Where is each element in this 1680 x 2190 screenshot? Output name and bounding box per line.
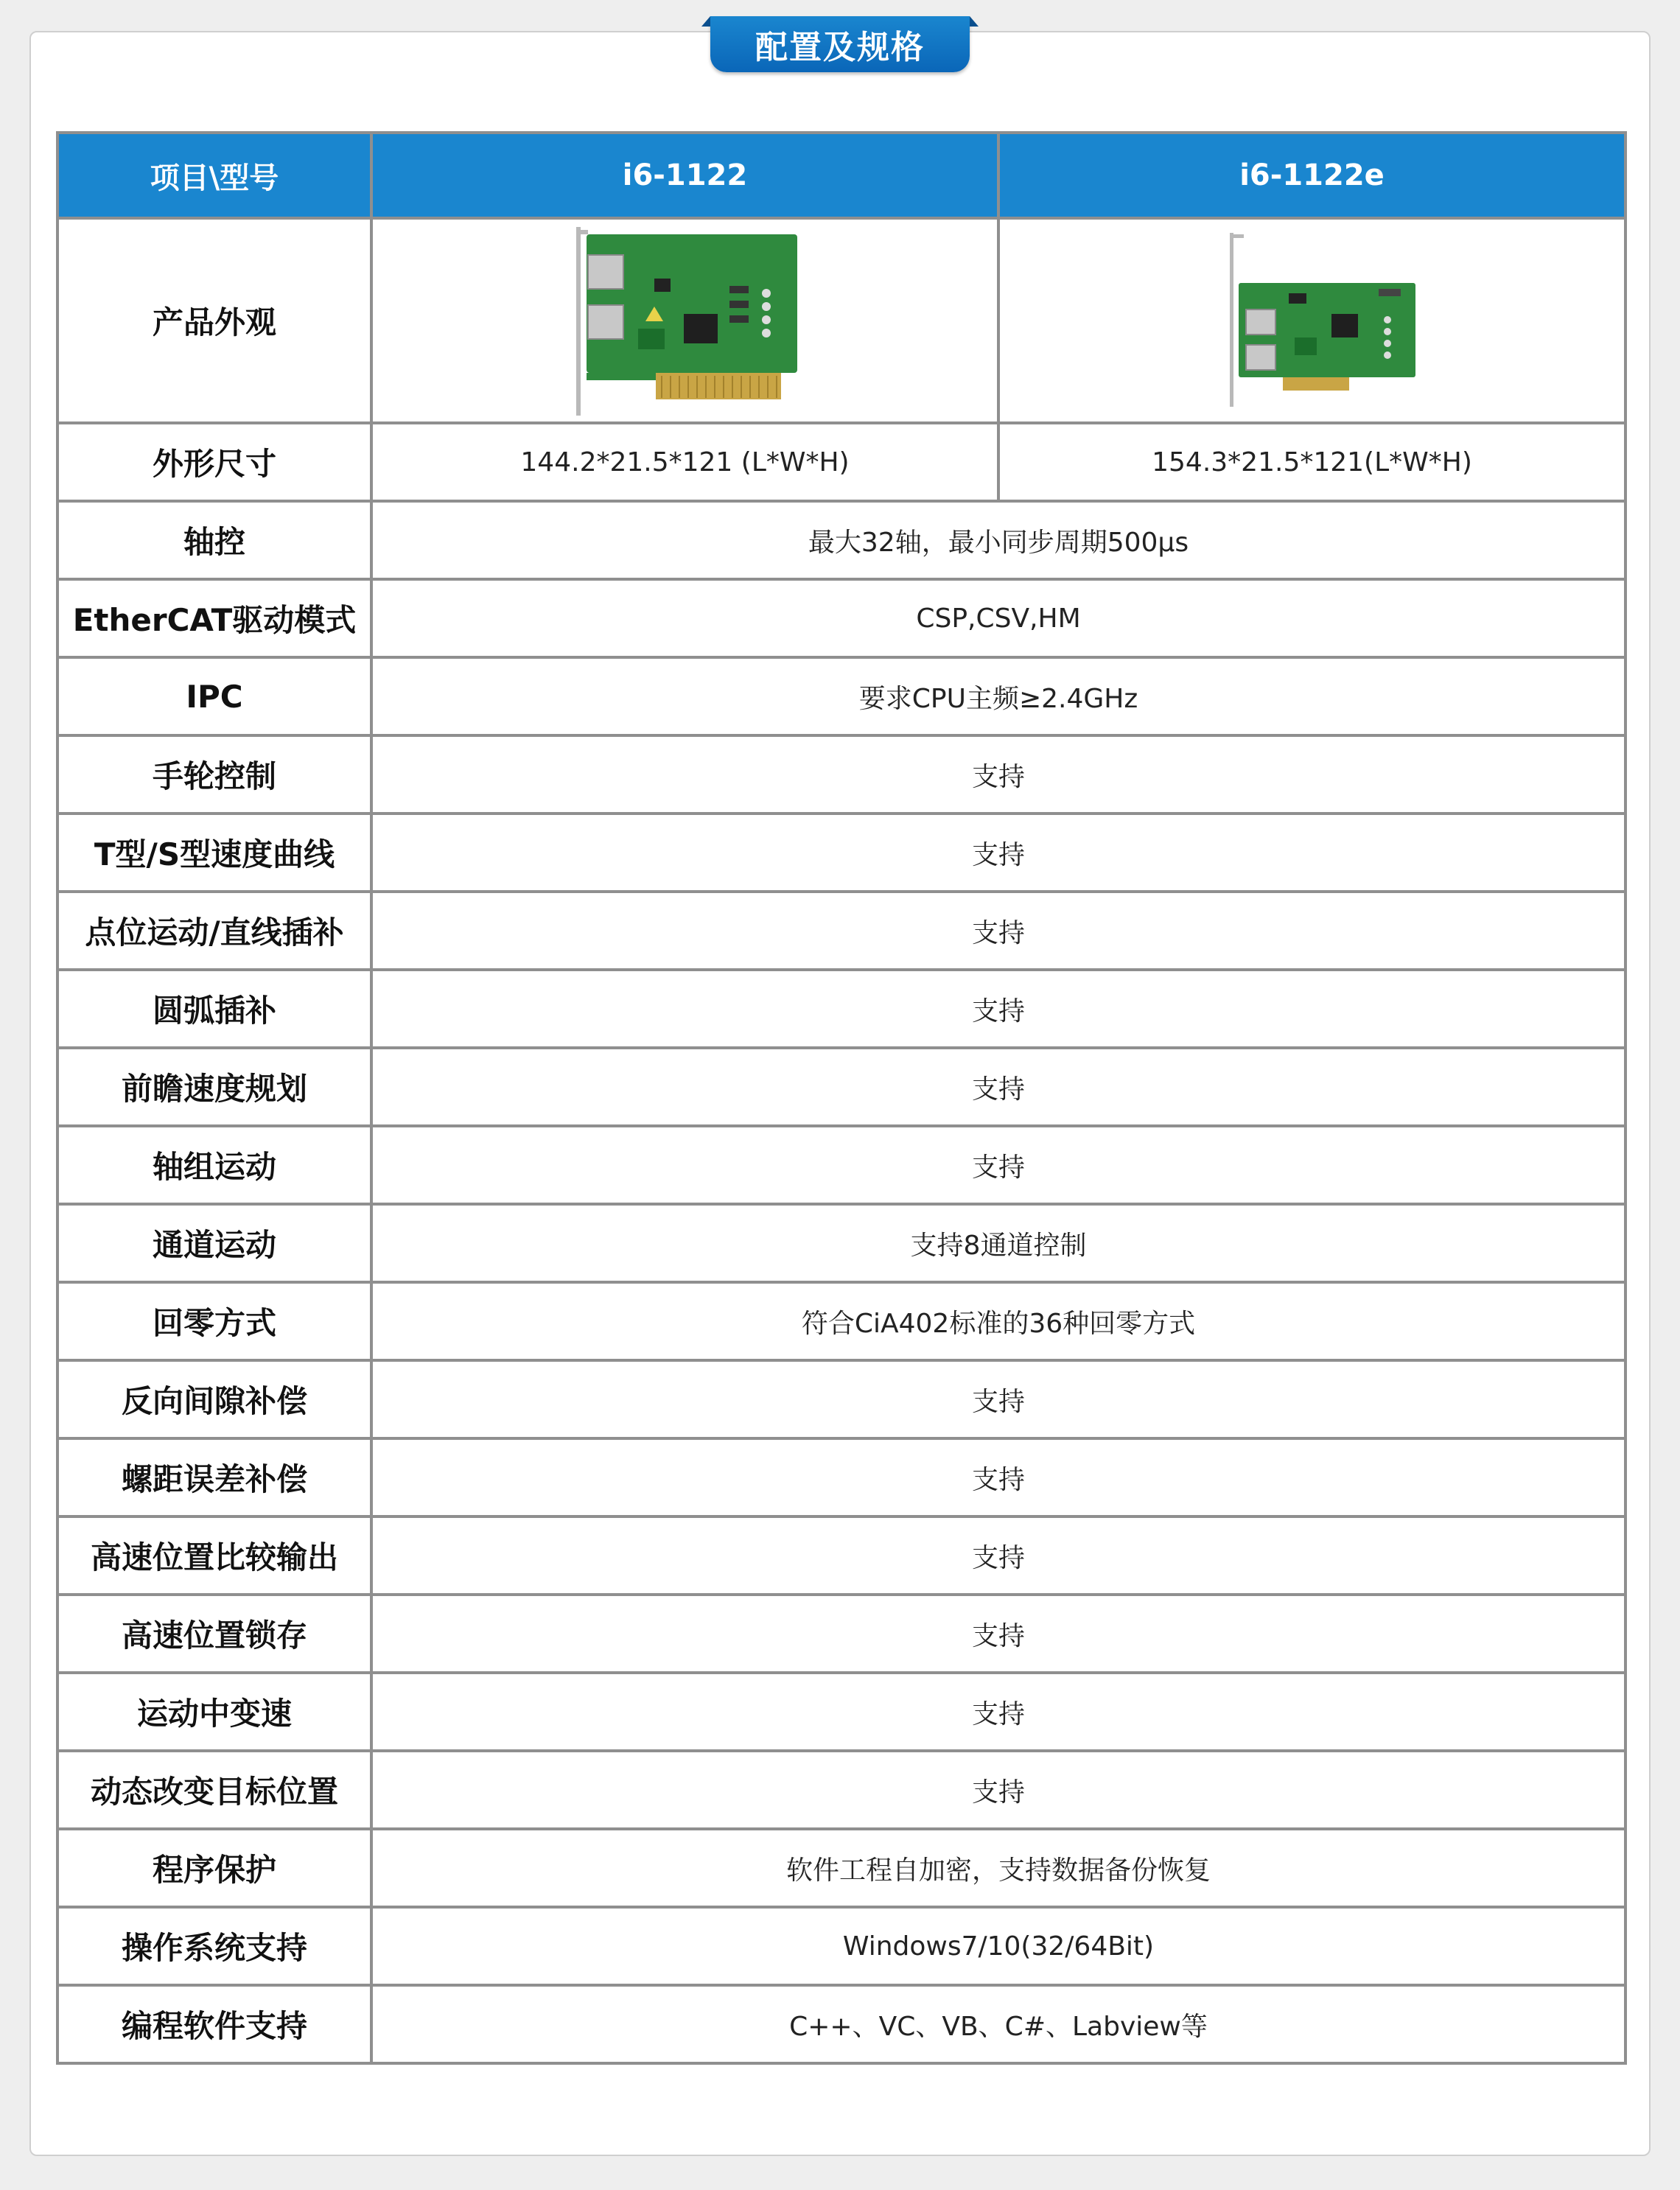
row-value: 支持: [371, 1751, 1625, 1829]
table-row: [57, 1985, 1625, 2063]
row-label: 动态改变目标位置: [57, 1751, 371, 1829]
header-model-a: i6-1122: [371, 133, 998, 218]
table-row: [57, 1360, 1625, 1438]
row-label: 程序保护: [57, 1829, 371, 1907]
table-row: [57, 970, 1625, 1048]
table-row: [57, 1282, 1625, 1360]
table-row: [57, 1048, 1625, 1126]
table-row: [57, 1673, 1625, 1751]
row-label: 轴控: [57, 501, 371, 579]
table-row: [57, 1516, 1625, 1595]
row-value: 支持: [371, 1126, 1625, 1204]
row-value: 软件工程自加密，支持数据备份恢复: [371, 1829, 1625, 1907]
table-row: [57, 1907, 1625, 1985]
row-label: 高速位置比较输出: [57, 1516, 371, 1595]
pci-card-image: [567, 220, 803, 419]
row-label: 轴组运动: [57, 1126, 371, 1204]
row-label: T型/S型速度曲线: [57, 814, 371, 892]
row-value: 支持: [371, 892, 1625, 970]
table-row: [57, 735, 1625, 814]
row-label: 回零方式: [57, 1282, 371, 1360]
row-value: 支持: [371, 1048, 1625, 1126]
row-value: 支持: [371, 1516, 1625, 1595]
product-image-a: [371, 218, 998, 423]
row-label: 编程软件支持: [57, 1985, 371, 2063]
row-label: 外形尺寸: [57, 423, 371, 501]
table-row: [57, 814, 1625, 892]
row-value: 支持: [371, 1595, 1625, 1673]
row-label: IPC: [57, 657, 371, 735]
row-value: 支持: [371, 814, 1625, 892]
row-value: Windows7/10(32/64Bit): [371, 1907, 1625, 1985]
table-row: [57, 657, 1625, 735]
row-value: 支持: [371, 1438, 1625, 1516]
row-label: 产品外观: [57, 218, 371, 423]
table-row-appearance: [57, 218, 1625, 423]
row-value: 支持: [371, 1360, 1625, 1438]
row-value: 支持: [371, 735, 1625, 814]
table-row: [57, 1595, 1625, 1673]
table-row: [57, 1829, 1625, 1907]
table-row: [57, 892, 1625, 970]
table-row-dimensions: [57, 423, 1625, 501]
table-row: [57, 1751, 1625, 1829]
row-label: 运动中变速: [57, 1673, 371, 1751]
row-label: 通道运动: [57, 1204, 371, 1282]
row-label: 高速位置锁存: [57, 1595, 371, 1673]
table-row: [57, 579, 1625, 657]
row-label: EtherCAT驱动模式: [57, 579, 371, 657]
row-label: 点位运动/直线插补: [57, 892, 371, 970]
row-value: 符合CiA402标准的36种回零方式: [371, 1282, 1625, 1360]
table-row: [57, 1438, 1625, 1516]
row-label: 圆弧插补: [57, 970, 371, 1048]
table-row: [57, 501, 1625, 579]
row-label: 操作系统支持: [57, 1907, 371, 1985]
dimension-value-b: 154.3*21.5*121(L*W*H): [998, 423, 1625, 501]
section-banner: 配置及规格: [710, 16, 970, 72]
row-label: 反向间隙补偿: [57, 1360, 371, 1438]
row-value: 最大32轴，最小同步周期500μs: [371, 501, 1625, 579]
dimension-value-a: 144.2*21.5*121 (L*W*H): [371, 423, 998, 501]
header-item: 项目\型号: [57, 133, 371, 218]
row-value: C++、VC、VB、C#、Labview等: [371, 1985, 1625, 2063]
spec-table: [56, 131, 1627, 2065]
row-label: 前瞻速度规划: [57, 1048, 371, 1126]
header-model-b: i6-1122e: [998, 133, 1625, 218]
row-value: CSP,CSV,HM: [371, 579, 1625, 657]
row-label: 螺距误差补偿: [57, 1438, 371, 1516]
row-value: 要求CPU主频≥2.4GHz: [371, 657, 1625, 735]
row-value: 支持: [371, 970, 1625, 1048]
product-image-b: [998, 218, 1625, 423]
table-row: [57, 1204, 1625, 1282]
table-row: [57, 1126, 1625, 1204]
row-label: 手轮控制: [57, 735, 371, 814]
table-header-row: [57, 133, 1625, 218]
row-value: 支持: [371, 1673, 1625, 1751]
row-value: 支持8通道控制: [371, 1204, 1625, 1282]
pcie-card-image: [1202, 227, 1423, 411]
